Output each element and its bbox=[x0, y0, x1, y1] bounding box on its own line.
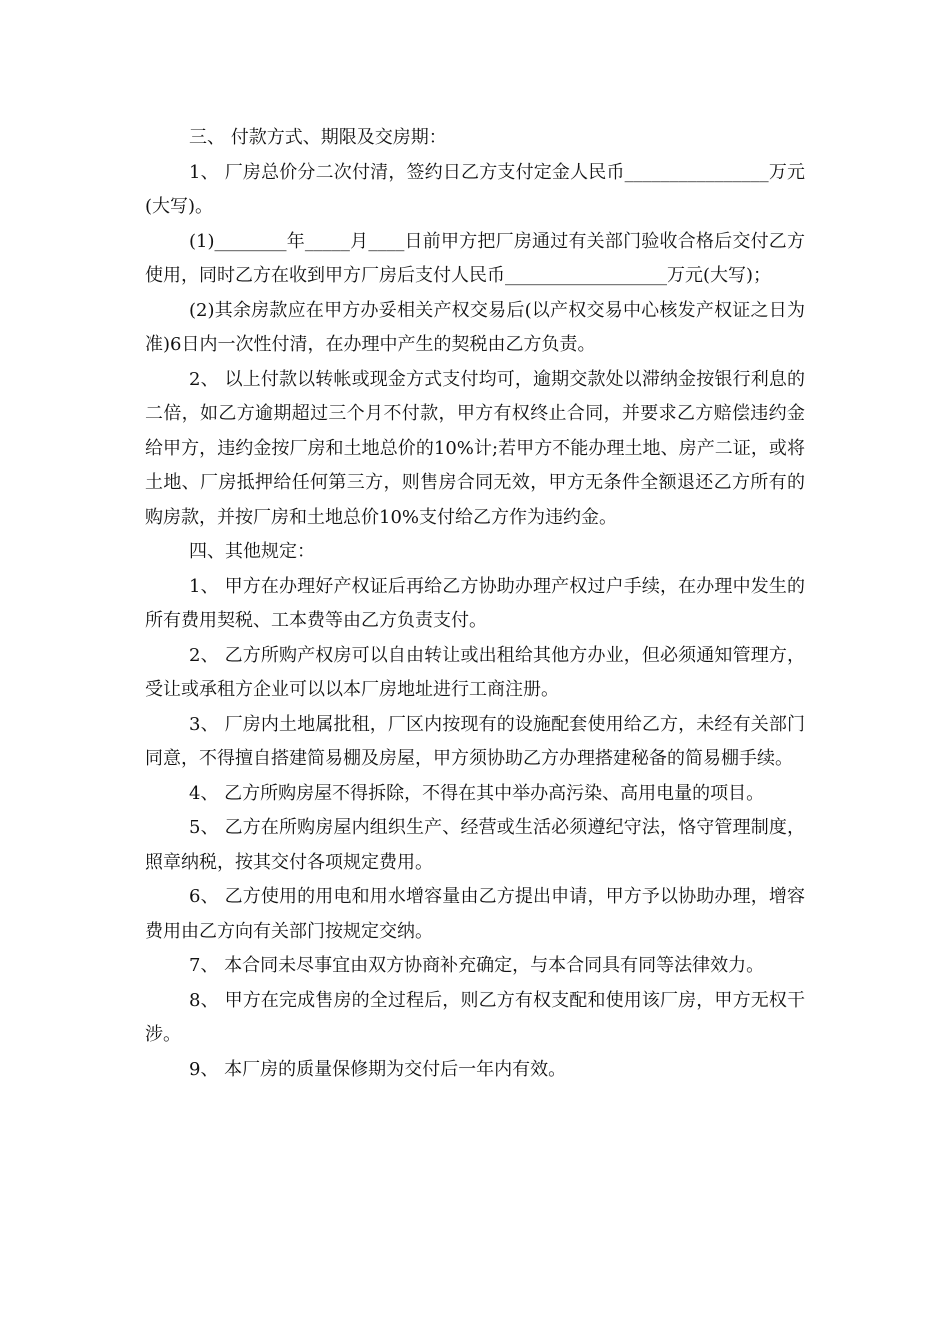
paragraph-rule-7: 7、 本合同未尽事宜由双方协商补充确定，与本合同具有同等法律效力。 bbox=[189, 955, 765, 976]
paragraph-payment-2: 2、 以上付款以转帐或现金方式支付均可，逾期交款处以滞纳金按银行利息的二倍，如乙方逾期超过三个月不付款，甲方有权终止合同，并要求乙方赔偿违约金给甲方，违约金按厂房和土地总价的10%计;若甲方不能办理土地、房产二证，或将土地、厂房抵押给任何第三方，则售房合同无效，甲方无条件全额退还乙方所有的购房款，并按厂房和土地总价10%支付给乙方作为违约金。 bbox=[145, 368, 805, 528]
document-body bbox=[145, 121, 805, 1087]
paragraph-rule-8: 8、 甲方在完成售房的全过程后，则乙方有权支配和使用该厂房，甲方无权干涉。 bbox=[145, 989, 805, 1045]
paragraph-rule-1: 1、 甲方在办理好产权证后再给乙方协助办理产权过户手续，在办理中发生的所有费用契税、工本费等由乙方负责支付。 bbox=[145, 575, 805, 631]
paragraph-payment-1-sub-1: (1)________年_____月____日前甲方把厂房通过有关部门验收合格后交付乙方使用，同时乙方在收到甲方厂房后支付人民币__________________万元(大写)； bbox=[145, 230, 805, 286]
paragraph-rule-2: 2、 乙方所购产权房可以自由转让或出租给其他方办业，但必须通知管理方，受让或承租方企业可以以本厂房地址进行工商注册。 bbox=[145, 644, 805, 700]
paragraph-payment-1: 1、 厂房总价分二次付清，签约日乙方支付定金人民币________________万元(大写)。 bbox=[145, 161, 805, 217]
section-heading-other-rules: 四、其他规定： bbox=[189, 541, 315, 562]
paragraph-payment-1-sub-2: (2)其余房款应在甲方办妥相关产权交易后(以产权交易中心核发产权证之日为准)6日内一次性付清，在办理中产生的契税由乙方负责。 bbox=[145, 299, 805, 355]
paragraph-rule-3: 3、 厂房内土地属批租，厂区内按现有的设施配套使用给乙方，未经有关部门同意，不得擅自搭建简易棚及房屋，甲方须协助乙方办理搭建秘备的简易棚手续。 bbox=[145, 713, 805, 769]
paragraph-rule-5: 5、 乙方在所购房屋内组织生产、经营或生活必须遵纪守法，恪守管理制度，照章纳税，按其交付各项规定费用。 bbox=[145, 817, 805, 873]
paragraph-rule-4: 4、 乙方所购房屋不得拆除，不得在其中举办高污染、高用电量的项目。 bbox=[189, 782, 765, 804]
paragraph-rule-6: 6、 乙方使用的用电和用水增容量由乙方提出申请，甲方予以协助办理，增容费用由乙方向有关部门按规定交纳。 bbox=[145, 886, 805, 942]
paragraph-rule-9: 9、 本厂房的质量保修期为交付后一年内有效。 bbox=[189, 1058, 567, 1080]
section-heading-payment: 三、 付款方式、期限及交房期： bbox=[189, 127, 447, 148]
